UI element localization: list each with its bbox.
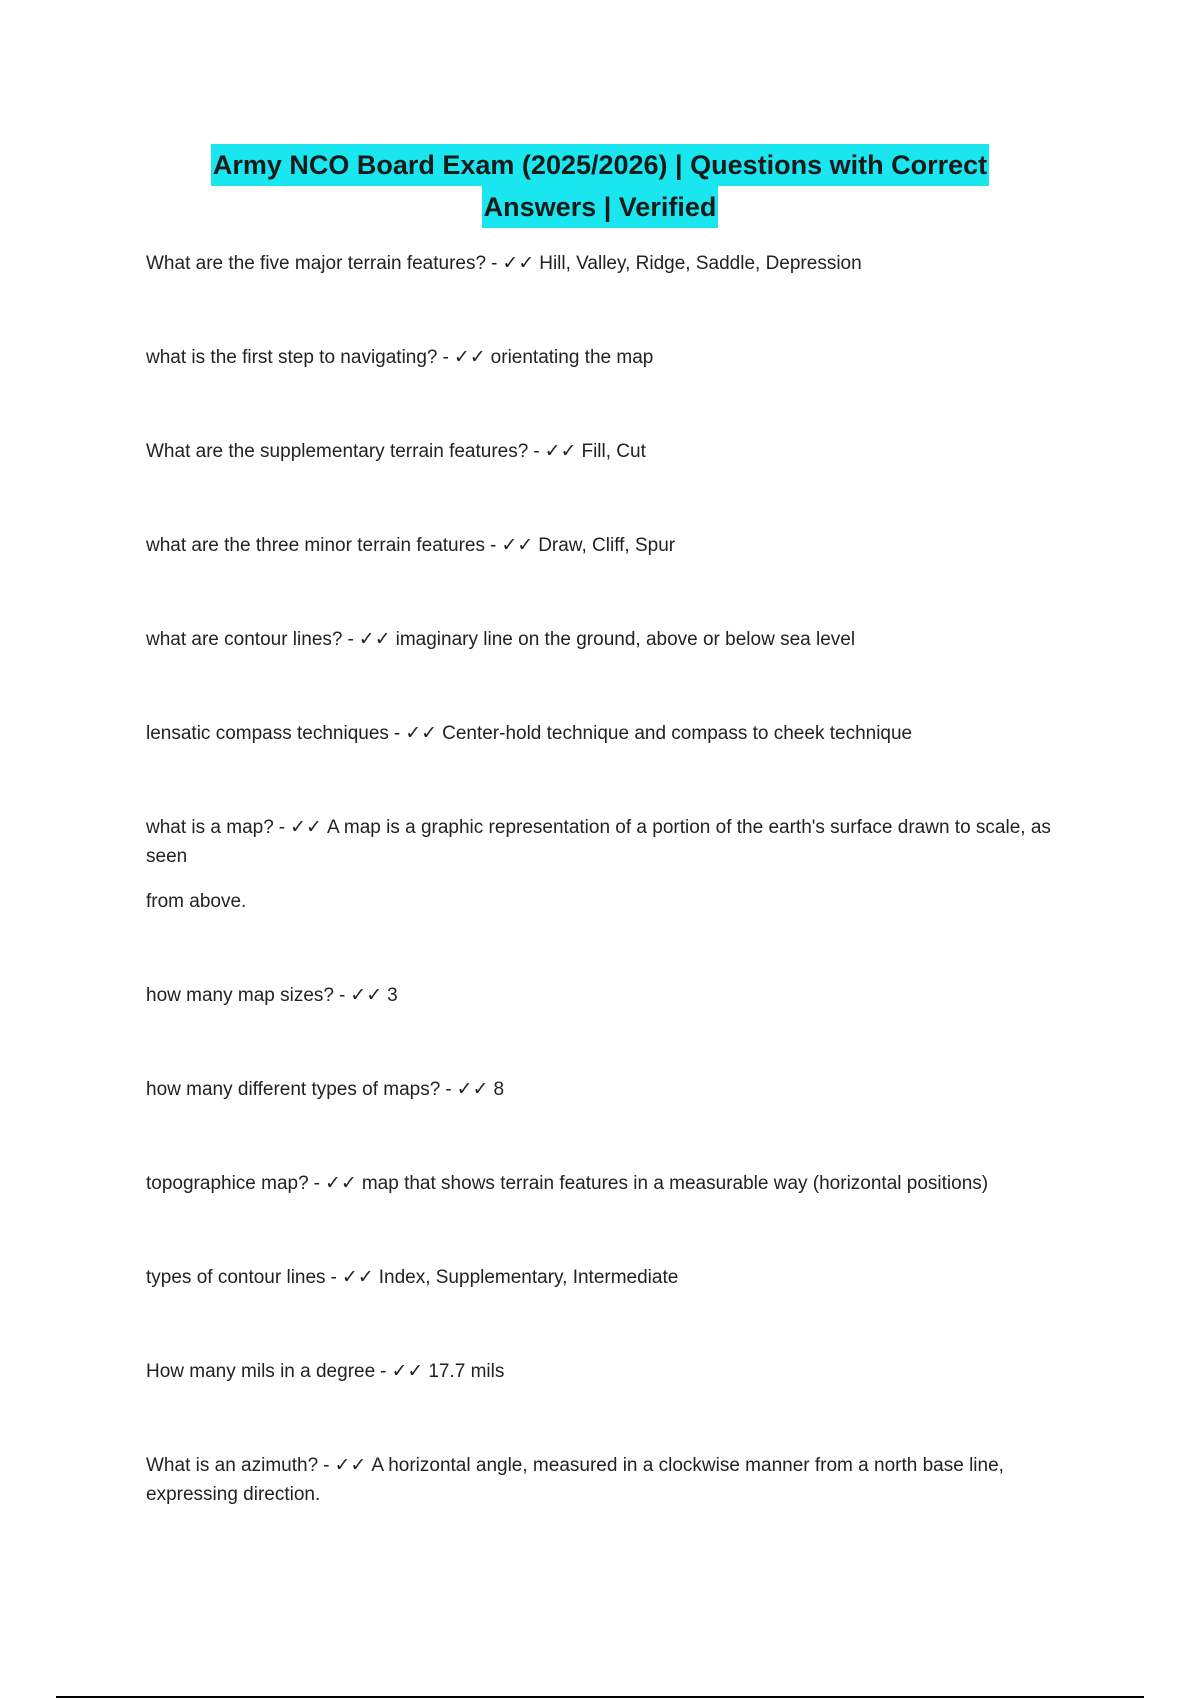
answer-text: A horizontal angle, measured in a clockwise manner from a north base line, expressing direction.: [146, 1455, 1004, 1505]
double-check-icon: ✓✓: [391, 1360, 424, 1382]
double-check-icon: ✓✓: [453, 346, 486, 368]
double-check-icon: ✓✓: [544, 440, 577, 462]
question-text: how many different types of maps?: [146, 1079, 441, 1100]
double-check-icon: ✓✓: [325, 1172, 357, 1194]
separator: -: [491, 253, 498, 274]
answer-text: Hill, Valley, Ridge, Saddle, Depression: [539, 253, 862, 274]
question-text: how many map sizes?: [146, 985, 334, 1006]
separator: -: [278, 817, 286, 838]
document-title: [0, 144, 1200, 228]
question-text: what are the three minor terrain features: [146, 535, 486, 556]
separator: -: [330, 1267, 337, 1288]
question-text: topographice map?: [146, 1173, 309, 1194]
question-text: what are contour lines?: [146, 629, 343, 650]
double-check-icon: ✓✓: [334, 1454, 367, 1476]
qa-item: [146, 1169, 1146, 1198]
separator: -: [393, 723, 401, 744]
separator: -: [313, 1173, 320, 1194]
answer-text: 8: [493, 1079, 505, 1100]
question-text: what is the first step to navigating?: [146, 347, 438, 368]
answer-text: Fill, Cut: [581, 441, 646, 462]
qa-item: [146, 1263, 1076, 1292]
double-check-icon: ✓✓: [502, 252, 535, 274]
answer-text: orientating the map: [490, 347, 654, 368]
qa-item: [146, 437, 1076, 466]
double-check-icon: ✓✓: [290, 816, 322, 838]
qa-item: [146, 719, 1076, 748]
separator: -: [445, 1079, 452, 1100]
answer-text: 17.7 mils: [428, 1361, 505, 1382]
answer-text: Index, Supplementary, Intermediate: [378, 1267, 679, 1288]
answer-text: imaginary line on the ground, above or below sea level: [395, 629, 856, 650]
question-text: What are the supplementary terrain features?: [146, 441, 529, 462]
separator: -: [380, 1361, 387, 1382]
double-check-icon: ✓✓: [358, 628, 391, 650]
double-check-icon: ✓✓: [341, 1266, 374, 1288]
qa-item: [146, 343, 1076, 372]
separator: -: [533, 441, 540, 462]
answer-text: Center-hold technique and compass to cheek technique: [442, 723, 913, 744]
question-text: How many mils in a degree: [146, 1361, 376, 1382]
question-text: types of contour lines: [146, 1267, 326, 1288]
question-text: What are the five major terrain features?: [146, 253, 487, 274]
qa-item: [146, 813, 1076, 871]
separator: -: [347, 629, 354, 650]
title-line-2: Answers | Verified: [482, 186, 719, 228]
answer-text: Draw, Cliff, Spur: [538, 535, 676, 556]
page-footer-rule: [56, 1696, 1144, 1698]
answer-text: A map is a graphic representation of a portion of the earth's surface drawn to scale, as seen: [146, 817, 1051, 867]
qa-item: [146, 531, 1076, 560]
question-text: lensatic compass techniques: [146, 723, 389, 744]
double-check-icon: ✓✓: [350, 984, 383, 1006]
double-check-icon: ✓✓: [501, 534, 534, 556]
qa-item: [146, 1451, 1046, 1509]
qa-item: [146, 1357, 1076, 1386]
answer-continuation: from above.: [146, 891, 247, 912]
double-check-icon: ✓✓: [405, 722, 438, 744]
question-text: what is a map?: [146, 817, 274, 838]
question-text: What is an azimuth?: [146, 1455, 319, 1476]
separator: -: [338, 985, 346, 1006]
qa-item: [146, 625, 1076, 654]
qa-item: [146, 981, 1076, 1010]
separator: -: [323, 1455, 330, 1476]
title-line-1: Army NCO Board Exam (2025/2026) | Questions with Correct: [211, 144, 989, 186]
separator: -: [490, 535, 497, 556]
answer-text: 3: [387, 985, 398, 1006]
answer-text: map that shows terrain features in a measurable way (horizontal positions): [361, 1173, 989, 1194]
qa-item: [146, 249, 1076, 278]
separator: -: [442, 347, 449, 368]
qa-item: [146, 1075, 1076, 1104]
double-check-icon: ✓✓: [456, 1078, 489, 1100]
